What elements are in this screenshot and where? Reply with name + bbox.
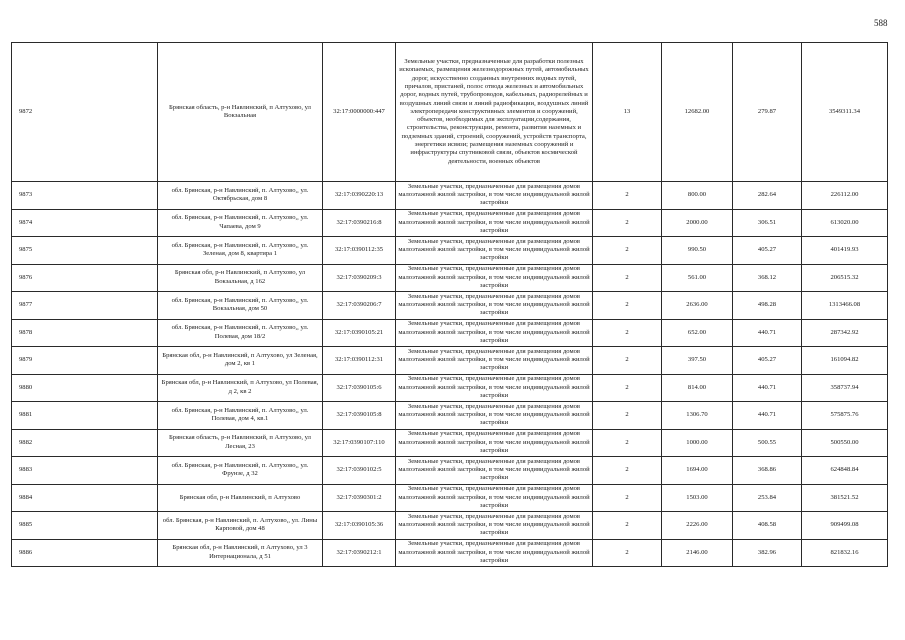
address-cell: Брянская область, р-н Навлинский, п Алтухово, ул Лесная, 23 bbox=[158, 429, 323, 457]
row-number-cell: 9872 bbox=[12, 43, 158, 182]
address-cell: Брянская область, р-н Навлинский, п Алтухово, ул Вокзальная bbox=[158, 43, 323, 182]
cadastral-number-cell: 32:17:0390209:3 bbox=[323, 264, 396, 292]
table-row bbox=[12, 292, 888, 320]
group-number-cell: 2 bbox=[593, 209, 662, 237]
cadastral-value-table bbox=[11, 42, 888, 567]
table-row bbox=[12, 182, 888, 210]
address-cell: обл. Брянская, р-н Навлинский, п. Алтухово,, ул. Полевая, дом 18/2 bbox=[158, 319, 323, 347]
area-cell: 2000.00 bbox=[662, 209, 733, 237]
group-number-cell: 2 bbox=[593, 182, 662, 210]
cadastral-number-cell: 32:17:0390206:7 bbox=[323, 292, 396, 320]
cadastral-value-cell: 575875.76 bbox=[802, 402, 888, 430]
row-number-cell: 9885 bbox=[12, 512, 158, 540]
row-number-cell: 9878 bbox=[12, 319, 158, 347]
land-use-cell: Земельные участки, предназначенные для размещения домов малоэтажной жилой застройки, в том числе индивидуальной жилой застройки bbox=[396, 512, 593, 540]
cadastral-number-cell: 32:17:0390105:21 bbox=[323, 319, 396, 347]
cadastral-number-cell: 32:17:0390105:6 bbox=[323, 374, 396, 402]
area-cell: 12682.00 bbox=[662, 43, 733, 182]
cadastral-number-cell: 32:17:0390105:8 bbox=[323, 402, 396, 430]
row-number-cell: 9882 bbox=[12, 429, 158, 457]
specific-value-cell: 440.71 bbox=[733, 319, 802, 347]
table-row bbox=[12, 43, 888, 182]
group-number-cell: 2 bbox=[593, 292, 662, 320]
cadastral-number-cell: 32:17:0390107:110 bbox=[323, 429, 396, 457]
cadastral-number-cell: 32:17:0390105:36 bbox=[323, 512, 396, 540]
land-use-cell: Земельные участки, предназначенные для размещения домов малоэтажной жилой застройки, в том числе индивидуальной жилой застройки bbox=[396, 264, 593, 292]
area-cell: 652.00 bbox=[662, 319, 733, 347]
address-cell: Брянская обл, р-н Навлинский, п Алтухово, ул 3 Интернационала, д 51 bbox=[158, 539, 323, 567]
area-cell: 1694.00 bbox=[662, 457, 733, 485]
table-row bbox=[12, 264, 888, 292]
address-cell: обл. Брянская, р-н Навлинский, п. Алтухово,, ул. Чапаева, дом 9 bbox=[158, 209, 323, 237]
cadastral-value-cell: 401419.93 bbox=[802, 237, 888, 265]
land-use-cell: Земельные участки, предназначенные для размещения домов малоэтажной жилой застройки, в том числе индивидуальной жилой застройки bbox=[396, 484, 593, 512]
group-number-cell: 2 bbox=[593, 429, 662, 457]
address-cell: Брянская обл, р-н Навлинский, п Алтухово bbox=[158, 484, 323, 512]
cadastral-value-cell: 3549311.34 bbox=[802, 43, 888, 182]
specific-value-cell: 306.51 bbox=[733, 209, 802, 237]
address-cell: Брянская обл, р-н Навлинский, п Алтухово, ул Вокзальная, д 162 bbox=[158, 264, 323, 292]
table-row bbox=[12, 402, 888, 430]
area-cell: 1000.00 bbox=[662, 429, 733, 457]
group-number-cell: 13 bbox=[593, 43, 662, 182]
address-cell: обл. Брянская, р-н Навлинский, п. Алтухово,, ул. Вокзальная, дом 50 bbox=[158, 292, 323, 320]
row-number-cell: 9873 bbox=[12, 182, 158, 210]
cadastral-number-cell: 32:17:0390112:35 bbox=[323, 237, 396, 265]
cadastral-value-cell: 500550.00 bbox=[802, 429, 888, 457]
specific-value-cell: 408.58 bbox=[733, 512, 802, 540]
group-number-cell: 2 bbox=[593, 347, 662, 375]
land-use-cell: Земельные участки, предназначенные для разработки полезных ископаемых, размещения железнодорожных путей, автомобильных дорог, искусственно созданных внутренних водных путей, причалов, пристаней, полос отвода железных и автомобильных дорог, водных путей, трубопроводов, кабельных, радиорелейных и воздушных линий связи и линий радиофикации, воздушных линий электропередачи конструктивных элементов и сооружений, объектов, необходимых для эксплуатации,содержания, строительства, реконструкции, ремонта, развития наземных и подземных зданий, строений, сооружений, устройств транспорта, энергетики исвязи; размещения наземных сооружений и инфраструктуры спутниковой связи, объектов космической деятельности, военных объектов bbox=[396, 43, 593, 182]
row-number-cell: 9875 bbox=[12, 237, 158, 265]
specific-value-cell: 253.84 bbox=[733, 484, 802, 512]
cadastral-value-cell: 909499.08 bbox=[802, 512, 888, 540]
cadastral-value-cell: 161094.82 bbox=[802, 347, 888, 375]
cadastral-value-cell: 1313466.08 bbox=[802, 292, 888, 320]
row-number-cell: 9876 bbox=[12, 264, 158, 292]
land-use-cell: Земельные участки, предназначенные для размещения домов малоэтажной жилой застройки, в том числе индивидуальной жилой застройки bbox=[396, 402, 593, 430]
cadastral-value-cell: 287342.92 bbox=[802, 319, 888, 347]
group-number-cell: 2 bbox=[593, 484, 662, 512]
address-cell: обл. Брянская, р-н Навлинский, п. Алтухово,, ул. Полевая, дом 4, кв.1 bbox=[158, 402, 323, 430]
land-use-cell: Земельные участки, предназначенные для размещения домов малоэтажной жилой застройки, в том числе индивидуальной жилой застройки bbox=[396, 182, 593, 210]
group-number-cell: 2 bbox=[593, 319, 662, 347]
land-use-cell: Земельные участки, предназначенные для размещения домов малоэтажной жилой застройки, в том числе индивидуальной жилой застройки bbox=[396, 237, 593, 265]
address-cell: обл. Брянская, р-н Навлинский, п. Алтухово,, ул. Зеленая, дом 8, квартира 1 bbox=[158, 237, 323, 265]
table-row bbox=[12, 374, 888, 402]
address-cell: обл. Брянская, р-н Навлинский, п. Алтухово,, ул. Октябрьская, дом 8 bbox=[158, 182, 323, 210]
specific-value-cell: 500.55 bbox=[733, 429, 802, 457]
group-number-cell: 2 bbox=[593, 237, 662, 265]
specific-value-cell: 405.27 bbox=[733, 237, 802, 265]
area-cell: 814.00 bbox=[662, 374, 733, 402]
cadastral-number-cell: 32:17:0000000:447 bbox=[323, 43, 396, 182]
table-row bbox=[12, 209, 888, 237]
row-number-cell: 9884 bbox=[12, 484, 158, 512]
area-cell: 561.00 bbox=[662, 264, 733, 292]
address-cell: обл. Брянская, р-н Навлинский, п. Алтухово,, ул. Лины Карповой, дом 48 bbox=[158, 512, 323, 540]
land-use-cell: Земельные участки, предназначенные для размещения домов малоэтажной жилой застройки, в том числе индивидуальной жилой застройки bbox=[396, 429, 593, 457]
area-cell: 2636.00 bbox=[662, 292, 733, 320]
table-row bbox=[12, 237, 888, 265]
area-cell: 2226.00 bbox=[662, 512, 733, 540]
area-cell: 1306.70 bbox=[662, 402, 733, 430]
table-row bbox=[12, 319, 888, 347]
group-number-cell: 2 bbox=[593, 402, 662, 430]
table-row bbox=[12, 512, 888, 540]
group-number-cell: 2 bbox=[593, 264, 662, 292]
row-number-cell: 9879 bbox=[12, 347, 158, 375]
cadastral-number-cell: 32:17:0390102:5 bbox=[323, 457, 396, 485]
specific-value-cell: 498.28 bbox=[733, 292, 802, 320]
land-use-cell: Земельные участки, предназначенные для размещения домов малоэтажной жилой застройки, в том числе индивидуальной жилой застройки bbox=[396, 292, 593, 320]
area-cell: 2146.00 bbox=[662, 539, 733, 567]
land-use-cell: Земельные участки, предназначенные для размещения домов малоэтажной жилой застройки, в том числе индивидуальной жилой застройки bbox=[396, 457, 593, 485]
group-number-cell: 2 bbox=[593, 539, 662, 567]
land-use-cell: Земельные участки, предназначенные для размещения домов малоэтажной жилой застройки, в том числе индивидуальной жилой застройки bbox=[396, 209, 593, 237]
cadastral-value-cell: 358737.94 bbox=[802, 374, 888, 402]
area-cell: 800.00 bbox=[662, 182, 733, 210]
table-row bbox=[12, 347, 888, 375]
table-row bbox=[12, 484, 888, 512]
address-cell: Брянская обл, р-н Навлинский, п Алтухово, ул Полевая, д 2, кв 2 bbox=[158, 374, 323, 402]
area-cell: 397.50 bbox=[662, 347, 733, 375]
cadastral-value-cell: 624848.84 bbox=[802, 457, 888, 485]
row-number-cell: 9880 bbox=[12, 374, 158, 402]
page-number: 588 bbox=[874, 18, 888, 28]
address-cell: обл. Брянская, р-н Навлинский, п. Алтухово,, ул. Фрунзе, д 32 bbox=[158, 457, 323, 485]
row-number-cell: 9881 bbox=[12, 402, 158, 430]
land-use-cell: Земельные участки, предназначенные для размещения домов малоэтажной жилой застройки, в том числе индивидуальной жилой застройки bbox=[396, 539, 593, 567]
cadastral-value-cell: 381521.52 bbox=[802, 484, 888, 512]
cadastral-number-cell: 32:17:0390212:1 bbox=[323, 539, 396, 567]
cadastral-value-cell: 821832.16 bbox=[802, 539, 888, 567]
cadastral-number-cell: 32:17:0390216:8 bbox=[323, 209, 396, 237]
row-number-cell: 9883 bbox=[12, 457, 158, 485]
row-number-cell: 9886 bbox=[12, 539, 158, 567]
specific-value-cell: 279.87 bbox=[733, 43, 802, 182]
group-number-cell: 2 bbox=[593, 374, 662, 402]
table-row bbox=[12, 457, 888, 485]
cadastral-value-cell: 206515.32 bbox=[802, 264, 888, 292]
group-number-cell: 2 bbox=[593, 512, 662, 540]
specific-value-cell: 382.96 bbox=[733, 539, 802, 567]
specific-value-cell: 368.12 bbox=[733, 264, 802, 292]
table-row bbox=[12, 429, 888, 457]
cadastral-number-cell: 32:17:0390112:31 bbox=[323, 347, 396, 375]
land-use-cell: Земельные участки, предназначенные для размещения домов малоэтажной жилой застройки, в том числе индивидуальной жилой застройки bbox=[396, 319, 593, 347]
table-row bbox=[12, 539, 888, 567]
row-number-cell: 9877 bbox=[12, 292, 158, 320]
land-use-cell: Земельные участки, предназначенные для размещения домов малоэтажной жилой застройки, в том числе индивидуальной жилой застройки bbox=[396, 347, 593, 375]
cadastral-number-cell: 32:17:0390301:2 bbox=[323, 484, 396, 512]
area-cell: 1503.00 bbox=[662, 484, 733, 512]
specific-value-cell: 405.27 bbox=[733, 347, 802, 375]
specific-value-cell: 368.86 bbox=[733, 457, 802, 485]
specific-value-cell: 440.71 bbox=[733, 374, 802, 402]
row-number-cell: 9874 bbox=[12, 209, 158, 237]
specific-value-cell: 440.71 bbox=[733, 402, 802, 430]
cadastral-value-cell: 613020.00 bbox=[802, 209, 888, 237]
cadastral-number-cell: 32:17:0390220:13 bbox=[323, 182, 396, 210]
area-cell: 990.50 bbox=[662, 237, 733, 265]
specific-value-cell: 282.64 bbox=[733, 182, 802, 210]
cadastral-value-cell: 226112.00 bbox=[802, 182, 888, 210]
group-number-cell: 2 bbox=[593, 457, 662, 485]
address-cell: Брянская обл, р-н Навлинский, п Алтухово, ул Зеленая, дом 2, кв 1 bbox=[158, 347, 323, 375]
land-use-cell: Земельные участки, предназначенные для размещения домов малоэтажной жилой застройки, в том числе индивидуальной жилой застройки bbox=[396, 374, 593, 402]
